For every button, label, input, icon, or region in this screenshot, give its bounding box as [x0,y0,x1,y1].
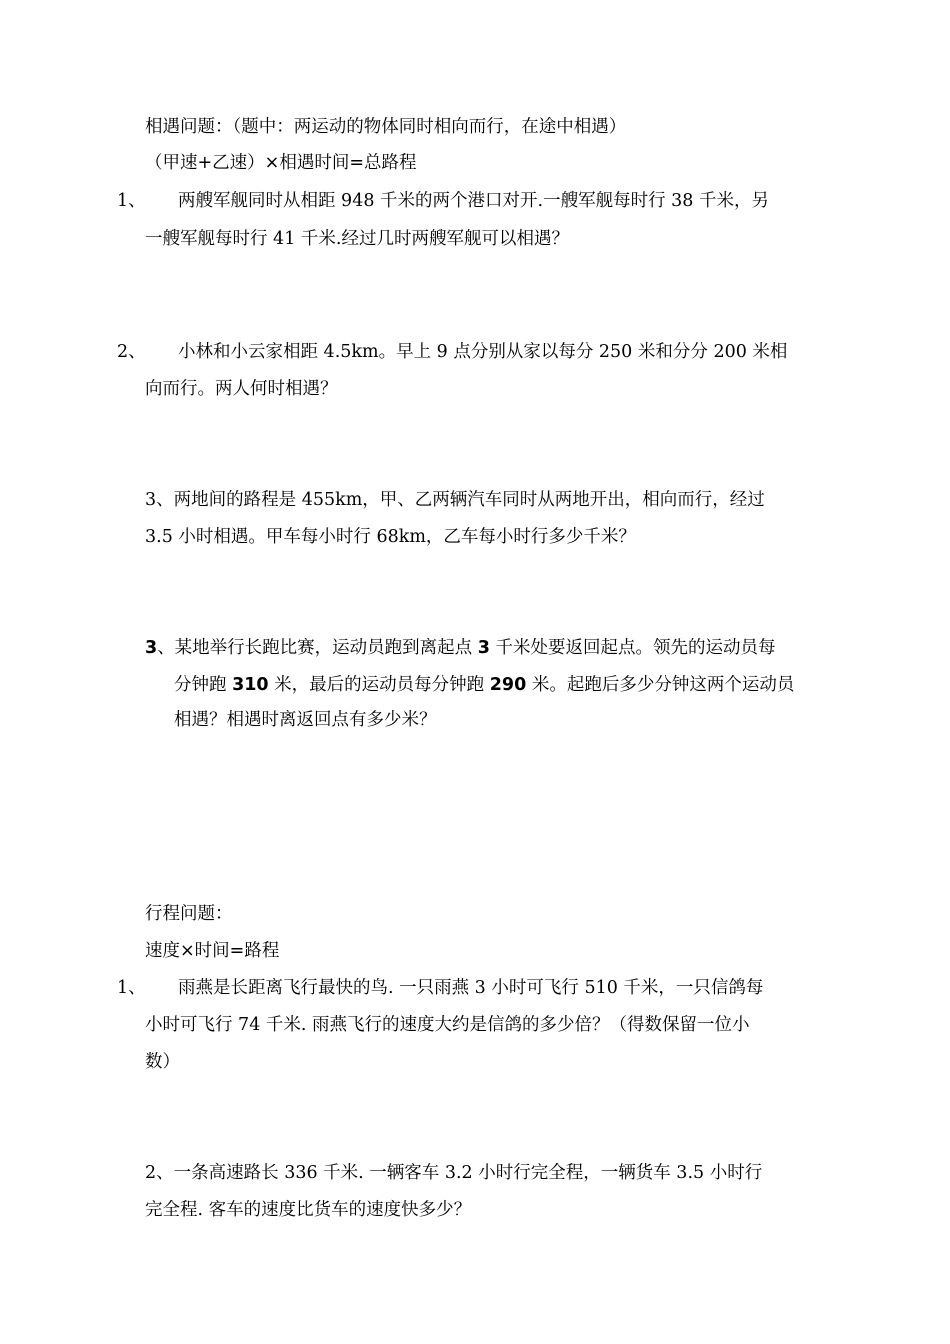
problem-number: 1、 [117,978,146,998]
problem-text-line: 数） [145,1052,180,1072]
bold-number: 290 [489,675,527,695]
problem-text-line: 分钟跑 310 米，最后的运动员每分钟跑 290 米。起跑后多少分钟这两个运动员 [174,675,795,695]
problem-number-bold: 3 [145,638,158,658]
problem-text-line: 雨燕是长距离飞行最快的鸟. 一只雨燕 3 小时可飞行 510 千米，一只信鸽每 [178,978,764,998]
problem-text-line: 3、两地间的路程是 455km，甲、乙两辆汽车同时从两地开出，相向而行，经过 [145,490,765,510]
section-heading: 行程问题： [145,904,233,924]
problem-text-line: 3、某地举行长跑比赛，运动员跑到离起点 3 千米处要返回起点。领先的运动员每 [145,638,776,658]
problem-text-line: 完全程. 客车的速度比货车的速度快多少？ [145,1200,472,1220]
problem-text-line: 小时可飞行 74 千米. 雨燕飞行的速度大约是信鸽的多少倍？（得数保留一位小 [145,1015,750,1035]
problem-text-line: 一艘军舰每时行 41 千米.经过几时两艘军舰可以相遇？ [145,229,569,249]
problem-text-line: 2、一条高速路长 336 千米. 一辆客车 3.2 小时行完全程，一辆货车 3.5 小时行 [145,1163,763,1183]
problem-number: 1、 [117,191,146,211]
formula: 速度×时间=路程 [145,941,280,961]
problem-text-line: 向而行。两人何时相遇？ [145,379,338,399]
problem-text-line: 3.5 小时相遇。甲车每小时行 68km，乙车每小时行多少千米？ [145,527,636,547]
formula: （甲速+乙速）×相遇时间=总路程 [145,153,417,173]
bold-number: 310 [232,675,269,695]
problem-number: 2、 [117,342,146,362]
section-heading: 相遇问题：（题中：两运动的物体同时相向而行，在途中相遇） [145,117,627,137]
problem-text-line: 两艘军舰同时从相距 948 千米的两个港口对开.一艘军舰每时行 38 千米，另 [178,191,769,211]
problem-text-line: 相遇？相遇时离返回点有多少米？ [174,710,437,730]
problem-text-line: 小林和小云家相距 4.5km。早上 9 点分别从家以每分 250 米和分分 200 米相 [178,342,788,362]
bold-number: 3 [477,638,490,658]
